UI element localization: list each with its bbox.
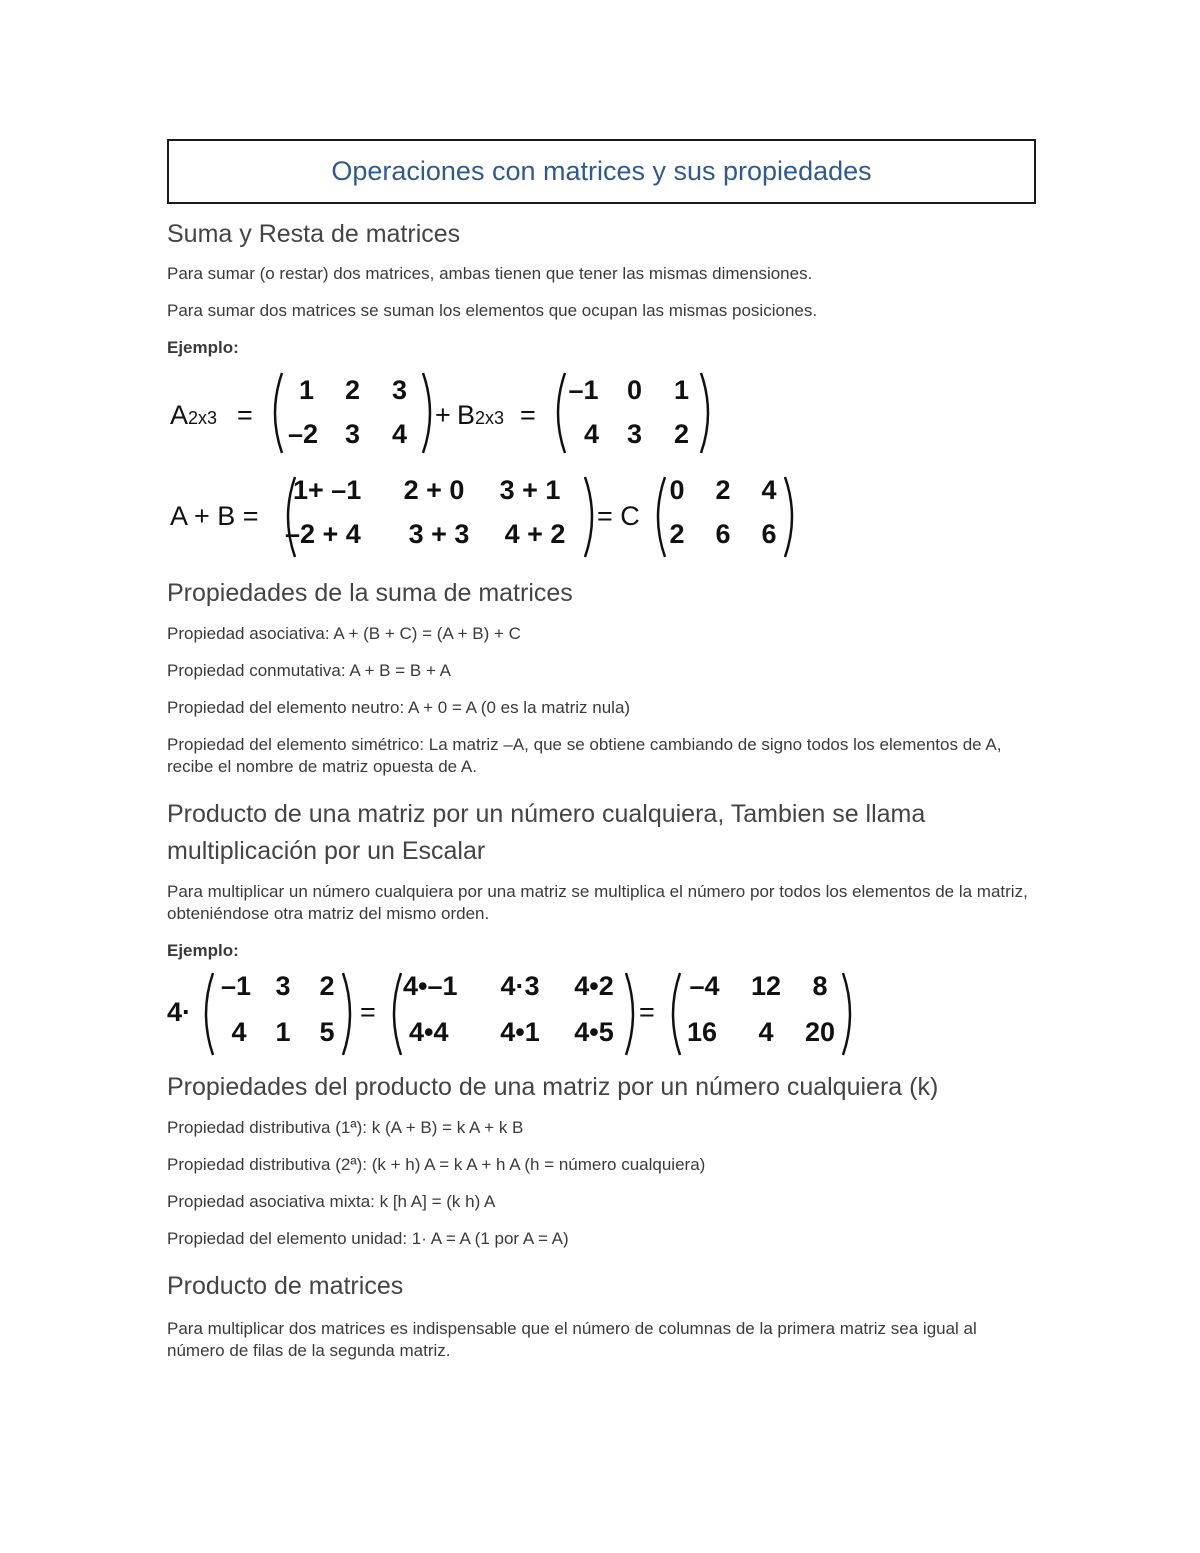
result-cell: 8	[812, 971, 828, 1001]
result-cell: 16	[686, 1017, 718, 1047]
matrix-c-cell: 6	[761, 519, 777, 549]
sum-lhs: A + B =	[170, 501, 259, 531]
product-cell: 4•2	[574, 971, 614, 1001]
title-box	[167, 139, 1036, 204]
document-page	[167, 139, 1037, 1362]
matrix-c-cell: 0	[669, 475, 685, 505]
page-title: Operaciones con matrices y sus propiedades	[331, 156, 872, 186]
result-cell: 4	[758, 1017, 774, 1047]
matrix-a-cell: 2	[344, 375, 361, 405]
right-paren	[339, 971, 359, 1057]
matrix-c-cell: 2	[715, 475, 731, 505]
equals-c: = C	[597, 501, 640, 531]
suma-example-label: Ejemplo:	[167, 338, 239, 357]
plus-sign: +	[435, 400, 451, 430]
equals-sign: =	[639, 997, 655, 1027]
prop-suma-item: Propiedad asociativa: A + (B + C) = (A + B) + C	[167, 624, 521, 643]
prop-escalar-item: Propiedad distributiva (2ª): (k + h) A = k A + h A (h = número cualquiera)	[167, 1155, 706, 1174]
equals-sign: =	[360, 997, 376, 1027]
heading-producto: Producto de matrices	[167, 1272, 404, 1300]
heading-prop-escalar: Propiedades del producto de una matriz por un número cualquiera (k)	[167, 1073, 939, 1101]
matrix-a-symbol: A2x3	[170, 400, 218, 430]
heading-prop-suma: Propiedades de la suma de matrices	[167, 579, 573, 607]
right-paren	[697, 371, 717, 455]
matrix-m-cell: –1	[220, 971, 252, 1001]
result-cell: –4	[689, 971, 720, 1001]
prop-suma-item: Propiedad conmutativa: A + B = B + A	[167, 661, 451, 680]
prop-suma-item: Propiedad del elemento simétrico: La matriz –A, que se obtiene cambiando de signo todos los elementos de A, recibe el nombre de matriz opuesta de A.	[167, 735, 1002, 776]
matrix-m-cell: 1	[275, 1017, 291, 1047]
matrix-b-cell: 4	[583, 419, 600, 449]
equals-sign: =	[520, 400, 536, 430]
equation-sum-definition	[167, 371, 1037, 467]
scalar-k: 4·	[167, 997, 192, 1027]
suma-paragraph-1: Para sumar (o restar) dos matrices, ambas tienen que tener las mismas dimensiones.	[167, 264, 813, 283]
matrix-c-cell: 4	[761, 475, 777, 505]
heading-escalar: Producto de una matriz por un número cualquiera, Tambien se llama multiplicación por un Escalar	[167, 800, 926, 865]
escalar-example-label: Ejemplo:	[167, 941, 239, 960]
equation-scalar-product	[167, 971, 1037, 1071]
matrix-a-cell: 1	[298, 375, 315, 405]
matrix-b-cell: 2	[673, 419, 690, 449]
matrix-m-cell: 4	[231, 1017, 247, 1047]
product-cell: 4•1	[500, 1017, 540, 1047]
matrix-a-cell: 4	[391, 419, 408, 449]
prop-escalar-item: Propiedad distributiva (1ª): k (A + B) = k A + k B	[167, 1118, 524, 1137]
sum-cell: –2 + 4	[285, 519, 361, 549]
sum-cell: 3 + 3	[408, 519, 470, 549]
left-paren	[385, 971, 405, 1057]
product-cell: 4·3	[500, 971, 540, 1001]
prop-escalar-item: Propiedad asociativa mixta: k [h A] = (k h) A	[167, 1192, 496, 1211]
right-paren	[839, 971, 859, 1057]
matrix-b-cell: 3	[626, 419, 643, 449]
product-cell: 4•4	[409, 1017, 449, 1047]
equation-sum-result	[167, 475, 1037, 571]
sum-cell: 2 + 0	[403, 475, 465, 505]
sum-cell: 1+ –1	[293, 475, 362, 505]
matrix-m-cell: 3	[275, 971, 291, 1001]
producto-paragraph: Para multiplicar dos matrices es indispensable que el número de columnas de la primera matriz sea igual al número de filas de la segunda matriz.	[167, 1319, 977, 1360]
matrix-b-cell: 0	[626, 375, 643, 405]
prop-suma-item: Propiedad del elemento neutro: A + 0 = A (0 es la matriz nula)	[167, 698, 631, 717]
result-cell: 12	[750, 971, 782, 1001]
matrix-b-cell: 1	[673, 375, 690, 405]
matrix-m-cell: 2	[319, 971, 335, 1001]
right-paren	[781, 475, 801, 559]
sum-cell: 3 + 1	[499, 475, 561, 505]
product-cell: 4•5	[574, 1017, 614, 1047]
matrix-c-cell: 6	[715, 519, 731, 549]
matrix-c-cell: 2	[669, 519, 685, 549]
matrix-a-cell: –2	[287, 419, 319, 449]
equals-sign: =	[237, 400, 253, 430]
sum-cell: 4 + 2	[504, 519, 566, 549]
prop-escalar-item: Propiedad del elemento unidad: 1· A = A (1 por A = A)	[167, 1229, 569, 1248]
matrix-a-cell: 3	[344, 419, 361, 449]
result-cell: 20	[804, 1017, 836, 1047]
matrix-b-cell: –1	[568, 375, 599, 405]
product-cell: 4•–1	[403, 971, 458, 1001]
heading-suma: Suma y Resta de matrices	[167, 220, 461, 248]
matrix-m-cell: 5	[319, 1017, 335, 1047]
matrix-b-symbol: B2x3	[457, 400, 505, 430]
escalar-paragraph: Para multiplicar un número cualquiera por una matriz se multiplica el número por todos los elementos de la matriz, obteniéndose otra matriz del mismo orden.	[167, 882, 1028, 923]
suma-paragraph-2: Para sumar dos matrices se suman los elementos que ocupan las mismas posiciones.	[167, 301, 818, 320]
matrix-a-cell: 3	[391, 375, 408, 405]
